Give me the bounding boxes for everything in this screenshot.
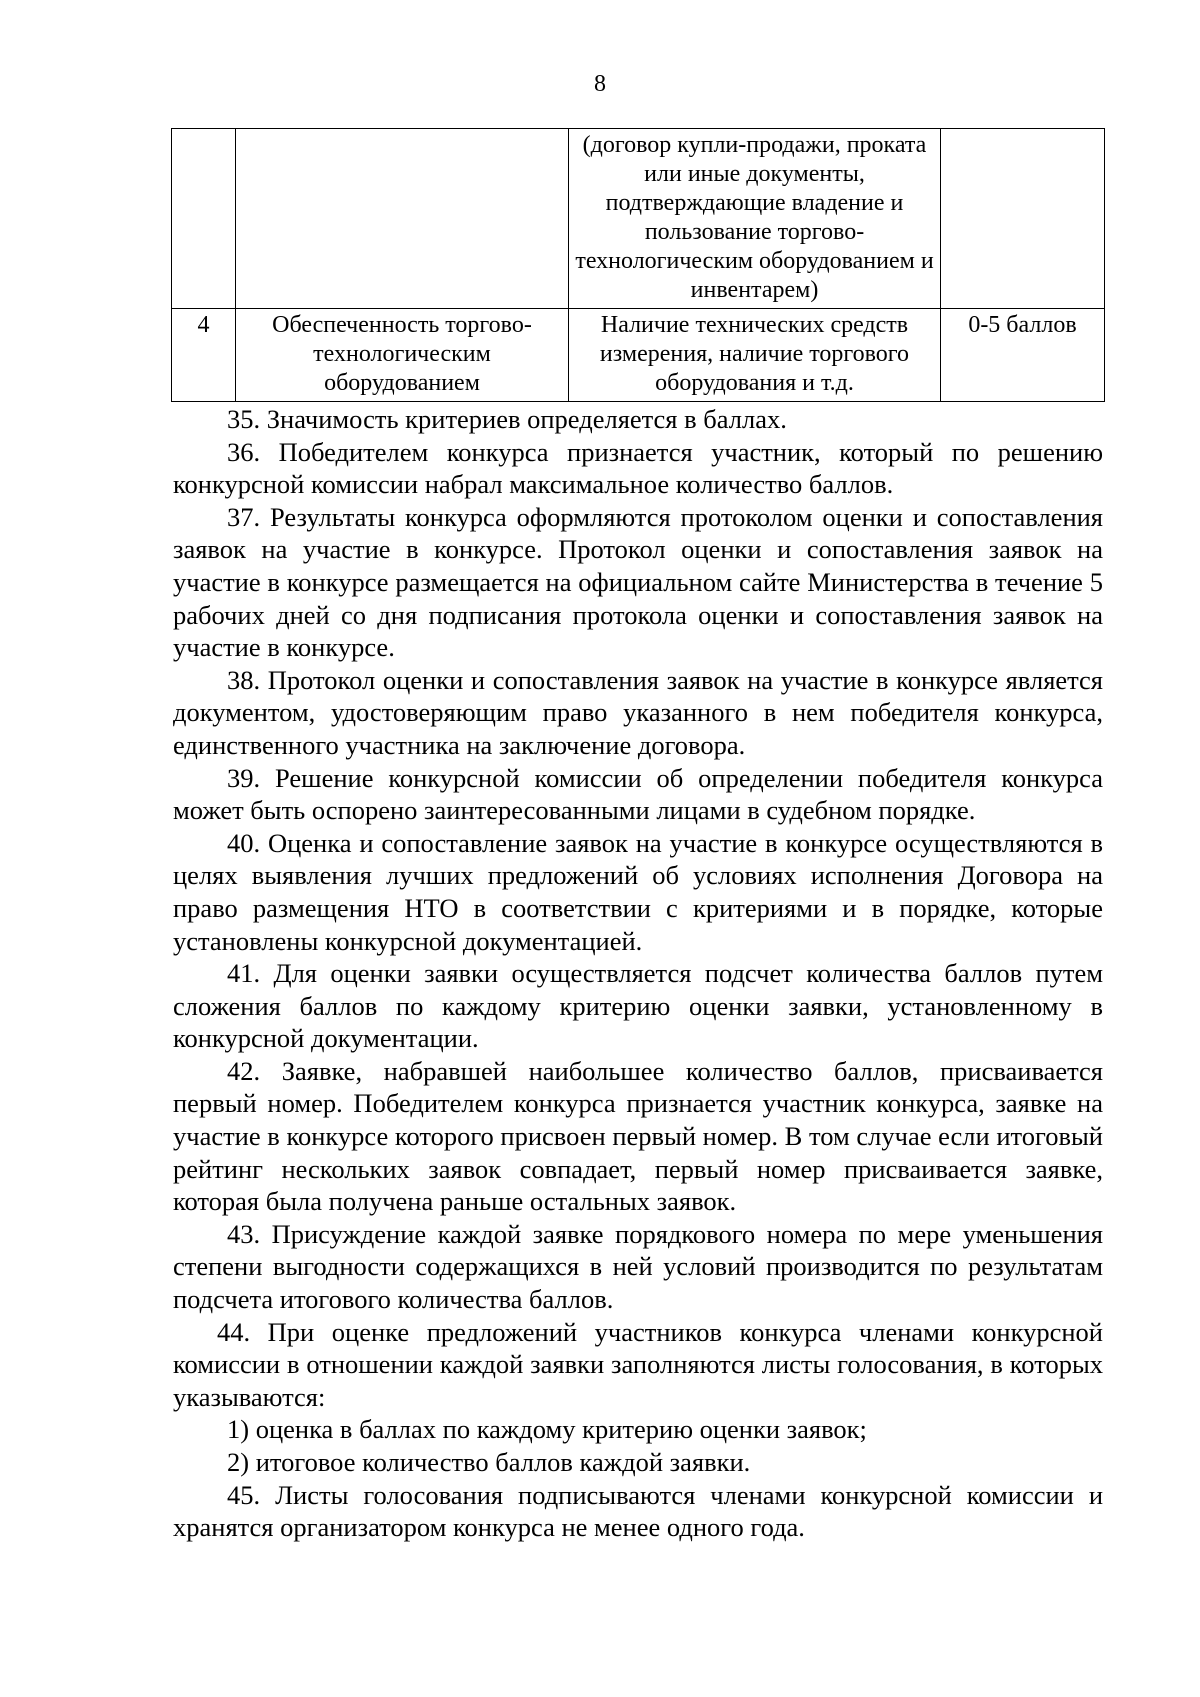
table-row [172, 129, 1105, 309]
table-cell-score: 0-5 баллов [941, 309, 1105, 402]
paragraph-38: 38. Протокол оценки и сопоставления заявок на участие в конкурсе является документом, удостоверяющим право указанного в нем победителя конкурса, единственного участника на заключение договора. [173, 664, 1103, 760]
paragraph-45: 45. Листы голосования подписываются членами конкурсной комиссии и хранятся организатором конкурса не менее одного года. [173, 1479, 1103, 1543]
table-row [172, 309, 1105, 402]
paragraph-43: 43. Присуждение каждой заявке порядкового номера по мере уменьшения степени выгодности содержащихся в ней условий производится по результатам подсчета итогового количества баллов. [173, 1218, 1103, 1315]
table-cell-criterion [236, 129, 569, 309]
table-cell-content: Наличие технических средств измерения, наличие торгового оборудования и т.д. [569, 309, 941, 402]
criteria-table [171, 128, 1105, 402]
paragraph-42: 42. Заявке, набравшей наибольшее количество баллов, присваивается первый номер. Победителем конкурса признается участник конкурса, заявке на участие в конкурсе которого присвоен первый номер. В том случае если итоговый рейтинг нескольких заявок совпадает, первый номер присваивается заявке, которая была получена раньше остальных заявок. [173, 1055, 1103, 1217]
table-cell-number: 4 [172, 309, 236, 402]
paragraph-37: 37. Результаты конкурса оформляются протоколом оценки и сопоставления заявок на участие в конкурсе. Протокол оценки и сопоставления заявок на участие в конкурсе размещается на официальном сайте Министерства в течение 5 рабочих дней со дня подписания протокола оценки и сопоставления заявок на участие в конкурсе. [173, 501, 1103, 663]
paragraph-35: 35. Значимость критериев определяется в баллах. [227, 404, 787, 434]
list-item: 1) оценка в баллах по каждому критерию оценки заявок; [227, 1414, 867, 1445]
page-number: 8 [594, 71, 606, 97]
paragraph-39: 39. Решение конкурсной комиссии об определении победителя конкурса может быть оспорено заинтересованными лицами в судебном порядке. [173, 762, 1103, 826]
paragraph-40: 40. Оценка и сопоставление заявок на участие в конкурсе осуществляются в целях выявления лучших предложений об условиях исполнения Договора на право размещения НТО в соответствии с критериями и в порядке, которые установлены конкурсной документацией. [173, 827, 1103, 956]
paragraph-44: 44. При оценке предложений участников конкурса членами конкурсной комиссии в отношении каждой заявки заполняются листы голосования, в которых указываются: [173, 1316, 1103, 1412]
table-cell-criterion: Обеспеченность торгово-технологическим оборудованием [236, 309, 569, 402]
table-cell-number [172, 129, 236, 309]
list-item: 2) итоговое количество баллов каждой заявки. [227, 1447, 751, 1477]
paragraph-41: 41. Для оценки заявки осуществляется подсчет количества баллов путем сложения баллов по каждому критерию оценки заявки, установленному в конкурсной документации. [173, 958, 1103, 1054]
body-text [173, 403, 1103, 1544]
table-cell-content: (договор купли-продажи, проката или иные документы, подтверждающие владение и пользование торгово-технологическим оборудованием и инвентарем) [569, 129, 941, 309]
paragraph-36: 36. Победителем конкурса признается участник, который по решению конкурсной комиссии набрал максимальное количество баллов. [173, 436, 1103, 500]
table-cell-score [941, 129, 1105, 309]
